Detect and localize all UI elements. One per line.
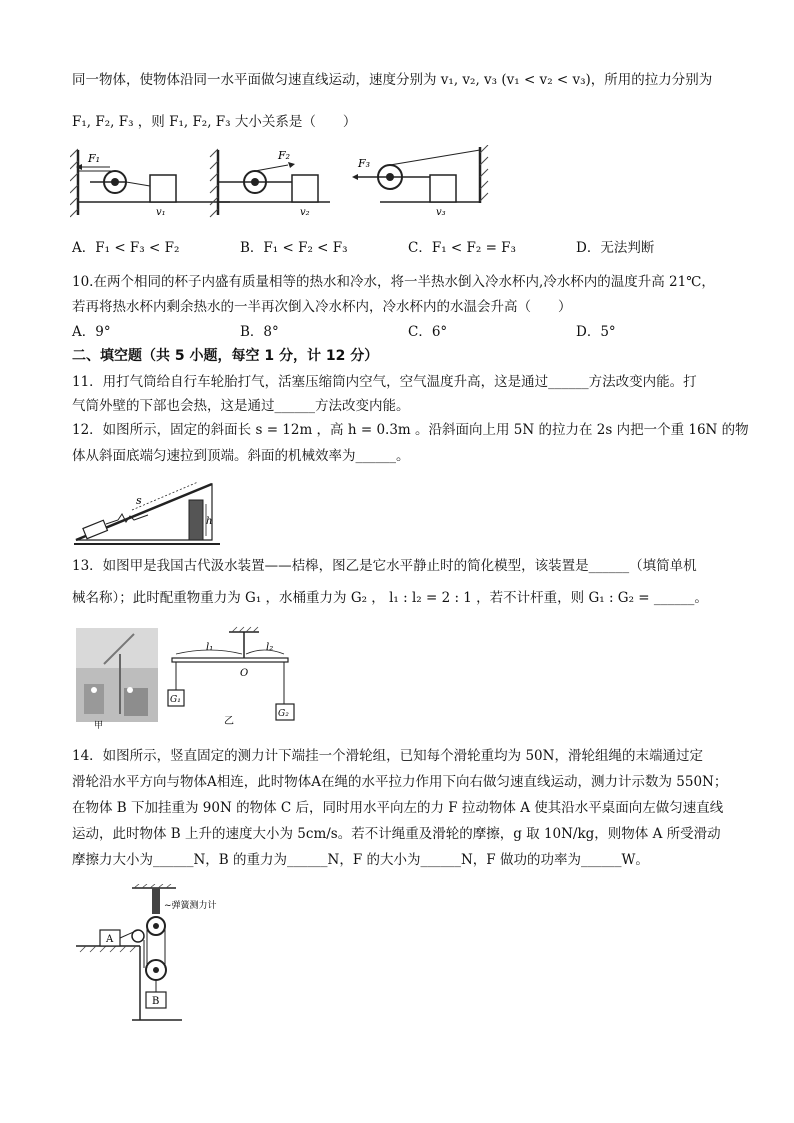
q9-fig3 bbox=[352, 145, 488, 218]
q14-line4: 运动，此时物体 B 上升的速度大小为 5cm/s。若不计绳重及滑轮的摩擦，g 取 10N/kg，则物体 A 所受滑动 bbox=[72, 826, 721, 842]
q9-f2-label: F₂ bbox=[278, 149, 291, 162]
q9-option-d: D．无法判断 bbox=[576, 240, 655, 256]
q10-option-c: C．6° bbox=[408, 324, 448, 340]
q14-line3: 在物体 B 下加挂重为 90N 的物体 C 后，同时用水平向左的力 F 拉动物体 A 使其沿水平桌面向左做匀速直线 bbox=[72, 800, 724, 816]
q13-photo-jia bbox=[76, 628, 158, 730]
q9-v1-label: v₁ bbox=[156, 207, 166, 218]
q14-line5: 摩擦力大小为______N，B 的重力为______N，F 的大小为______N，F 做功的功率为______W。 bbox=[72, 852, 649, 868]
q13-l1-label: l₁ bbox=[206, 642, 214, 653]
q13-line2: 械名称）；此时配重物重力为 G₁ ，水桶重力为 G₂ ， l₁ : l₂ = 2 : 1 ，若不计杆重，则 G₁ : G₂ = ______。 bbox=[72, 590, 708, 606]
q9-option-b: B．F₁ < F₂ < F₃ bbox=[240, 240, 348, 256]
q14-a-label: A bbox=[106, 934, 114, 945]
q13-yi-label: 乙 bbox=[224, 716, 234, 727]
q13-figures bbox=[74, 624, 310, 730]
q9-v2-label: v₂ bbox=[300, 207, 310, 218]
q10-option-d: D．5° bbox=[576, 324, 616, 340]
q9-f1-label: F₁ bbox=[88, 152, 101, 165]
q9-option-c: C．F₁ < F₂ = F₃ bbox=[408, 240, 516, 256]
q9-f3-label: F₃ bbox=[358, 157, 371, 170]
q12-line1: 12．如图所示，固定的斜面长 s = 12m ，高 h = 0.3m 。沿斜面向上用 5N 的拉力在 2s 内把一个重 16N 的物 bbox=[72, 422, 749, 438]
q11-line1: 11．用打气筒给自行车轮胎打气，活塞压缩筒内空气，空气温度升高，这是通过______方法改变内能。打 bbox=[72, 374, 697, 390]
q13-o-label: O bbox=[240, 668, 249, 679]
q12-h-label: h bbox=[206, 516, 213, 527]
q10-option-a: A．9° bbox=[72, 324, 111, 340]
q13-line1: 13．如图甲是我国古代汲水装置——桔槔，图乙是它水平静止时的简化模型，该装置是______（填简单机 bbox=[72, 558, 697, 574]
q9-line2: F₁, F₂, F₃ ，则 F₁, F₂, F₃ 大小关系是（ ） bbox=[72, 114, 357, 130]
q14-line1: 14．如图所示，竖直固定的测力计下端挂一个滑轮组，已知每个滑轮重均为 50N，滑轮组绳的末端通过定 bbox=[72, 748, 703, 764]
q14-pulley-figure bbox=[72, 884, 272, 1024]
q9-pulley-figures bbox=[70, 145, 490, 223]
q12-line2: 体从斜面底端匀速拉到顶端。斜面的机械效率为______。 bbox=[72, 448, 410, 464]
q14-meter-label: ~弹簧测力计 bbox=[164, 901, 217, 911]
q14-line2: 滑轮沿水平方向与物体A相连，此时物体A在绳的水平拉力作用下向右做匀速直线运动，测力计示数为 550N； bbox=[72, 774, 728, 790]
section-title-fill-in: 二、填空题（共 5 小题，每空 1 分，计 12 分） bbox=[72, 348, 379, 364]
q12-s-label: s bbox=[136, 494, 142, 507]
q9-v3-label: v₃ bbox=[436, 207, 446, 218]
q13-g1-label: G₁ bbox=[170, 695, 181, 705]
q9-fig2 bbox=[210, 149, 330, 218]
q9-line1: 同一物体，使物体沿同一水平面做匀速直线运动，速度分别为 v₁, v₂, v₃ (v₁ < v₂ < v₃)，所用的拉力分别为 bbox=[72, 72, 713, 88]
q11-line2: 气筒外壁的下部也会热，这是通过______方法改变内能。 bbox=[72, 398, 410, 414]
q12-incline-figure bbox=[72, 474, 222, 550]
q13-l2-label: l₂ bbox=[266, 642, 274, 653]
q10-option-b: B．8° bbox=[240, 324, 279, 340]
q13-diagram-yi bbox=[168, 627, 294, 727]
q9-option-a: A．F₁ < F₃ < F₂ bbox=[72, 240, 180, 256]
q13-g2-label: G₂ bbox=[278, 709, 289, 719]
q13-jia-label: 甲 bbox=[94, 721, 104, 730]
q10-line2: 若再将热水杯内剩余热水的一半再次倒入冷水杯内，冷水杯内的水温会升高（ ） bbox=[72, 299, 572, 315]
q9-fig1 bbox=[70, 149, 230, 218]
q10-line1: 10.在两个相同的杯子内盛有质量相等的热水和冷水，将一半热水倒入冷水杯内,冷水杯内的温度升高 21℃， bbox=[72, 274, 715, 290]
q14-b-label: B bbox=[152, 996, 160, 1007]
